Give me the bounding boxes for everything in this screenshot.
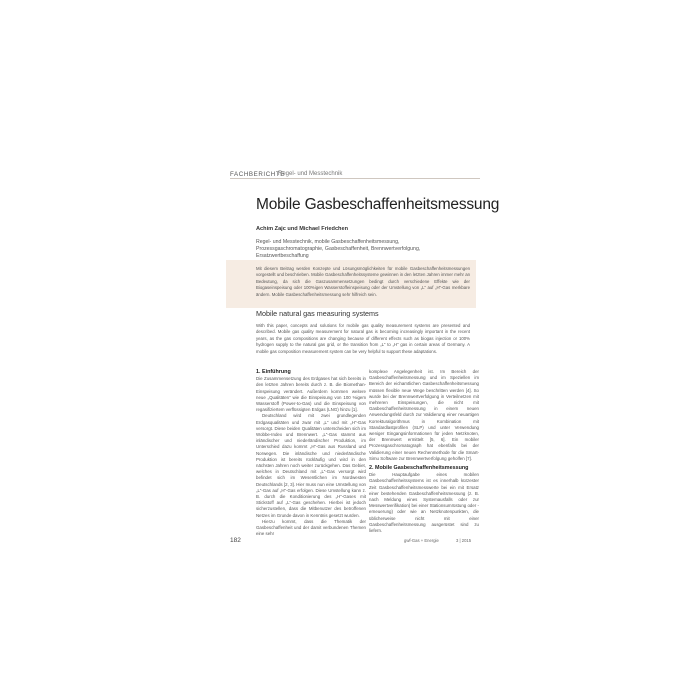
section-label: FACHBERICHTE <box>230 171 285 178</box>
header-rule <box>230 178 480 179</box>
column-right <box>369 369 479 534</box>
section2-heading: 2. Mobile Gasbeschaffenheitsmessung <box>369 465 469 472</box>
column-left <box>256 369 366 537</box>
keywords: Regel- und Messtechnik, mobile Gasbeschaffenheitsmessung, Prozessgaschromatographie, Gasbeschaffenheit, Brennwertverfolgung, Ersatzwertbeschaffung <box>256 239 421 260</box>
subsection-label: Regel- und Messtechnik <box>278 171 343 177</box>
abstract-german: Mit diesem Beitrag werden Konzepte und Lösungsmöglichkeiten für mobile Gasbeschaffenheitsmessungen vorgestellt und beschrieben. Mobile Gasbeschaffenheitssysteme gewinnen in den letzten Jahren immer mehr an Bedeutung, da sich die Gaszusammensetzungen bedingt durch verschiedene Effekte wie der Biogaseinspeisung oder 100%igen Wasserstoffeinspeisung oder der Umstellung von „L“ auf „H“-Gas merkbare ändern. Mobile Gasbeschaffenheitsmessung sehr hilfreich sein. <box>256 266 470 297</box>
english-title: Mobile natural gas measuring systems <box>256 309 379 318</box>
section2-paragraph: Die Hauptaufgabe eines mobilen Gasbeschaffenheitssystems ist es innerhalb kürzester Zeit Gasbeschaffenheitsmesswerte bei ein mit Ersatz einer bestehenden Gasbeschaffenheitsmessung (z. B. nach Meldung eines Systemausfalls oder zur Messwertverifikation) bei einer Stationsumrüstung oder -erneuerung) oder wie an Netzknotenpunkten, die üblicherweise nicht mit einer Gasbeschaffenheitsmessung ausgerüstet sind zu liefern. <box>369 472 479 534</box>
abstract-english: With this paper, concepts and solutions for mobile gas quality measurement systems are presented and described. Mobile gas quality measurement for natural gas is becoming increasingly important in the recent years, as the gas compositions are changing because of different effects such as biogas injection or 100% hydrogen supply to the natural gas grid, or the transition from „L“ to „H“ gas in certain areas of Germany. A mobile gas composition measurement system can be very helpful to support these adaptations. <box>256 323 470 354</box>
section1-paragraph: Deutschland wird mit zwei grundlegenden Erdgasqualitäten und zwar mit „L“ und mit „H“-Gas versorgt. Diese beiden Qualitäten unterscheiden sich im Wobbe-Index und Brennwert. „L“-Gas stammt aus inländischer und niederländischer Produktion, im Unterschied dazu kommt „H“-Gas aus Russland und Norwegen. Die inländische und niederländische Produktion ist bereits rückläufig und wird in den nächsten Jahren noch weiter zurückgehen. Das Gebiet, welches in Deutschland mit „L“-Gas versorgt wird befindet sich im Wesentlichen im Nordwesten Deutschlands [2, 3]. Hier muss nun eine Umstellung von „L“-Gas auf „H“-Gas erfolgen. Diese Umstellung kann z. B. durch die Konditionierung des „H“-Gases mit Stickstoff auf „L“-Gas geschehen. Hierbei ist jedoch sicherzustellen, dass die Mitbenutzer des betroffenen Netzes im Grunde davon in Kenntnis gesetzt wurden. <box>256 413 366 518</box>
article-title: Mobile Gasbeschaffenheitsmessung <box>256 196 500 213</box>
section1-paragraph: Hierzu kommt, dass die Thematik der Gasbeschaffenheit und der damit verbundenen Themen eine sehr <box>256 518 366 537</box>
column-right-paragraph: komplexe Angelegenheit ist. Im Bereich der Gasbeschaffenheitsmessung und im Speziellen im Bereich der eichamtlichen Gasbeschaffenheitsmessung müssen flexible neue Wege beschritten werden [4]. So wurde bei der Brennwertverfolgung in Verteilnetzen mit mehreren Einspeisungen, die nicht mit Gasbeschaffenheitsmessung in einem neuen Anwendungsfeld durch zur Validierung einer neuartigen Korrekturalgorithmus in Kombination mit Standardlastprofilen (SLP) und unter Verwendung weniger Eingangsinformationen für jeden Netzknoten, der Brennwert ermittelt [5, 6]. Ein mobiler Prozessgaschromatograph hat ebenfalls bei der Validierung einer neuen Rechenmethode für die Smart-Simu Software zur Brennwertverfolgung geholfen [7]. <box>369 369 479 461</box>
issue-number: 3 | 2015 <box>456 538 472 543</box>
section1-paragraph: Die Zusammensetzung des Erdgases hat sich bereits in den letzten Jahren bereits durch z. B. die Biomethan-Einspeisung verändert. Außerdem kommen weitere neue „Qualitäten“ wie die Einspeisung von 100 %igem Wasserstoff (Power-to-Gas) und die Einspeisung von regasifiziertem verflüssigten Erdgas (LNG) hinzu [1]. <box>256 376 366 413</box>
authors: Achim Zajc und Michael Friedchen <box>256 226 349 232</box>
page-number: 182 <box>230 537 241 544</box>
journal-name: gwf-Gas + Energie <box>404 538 439 543</box>
section1-heading: 1. Einführung <box>256 369 291 375</box>
